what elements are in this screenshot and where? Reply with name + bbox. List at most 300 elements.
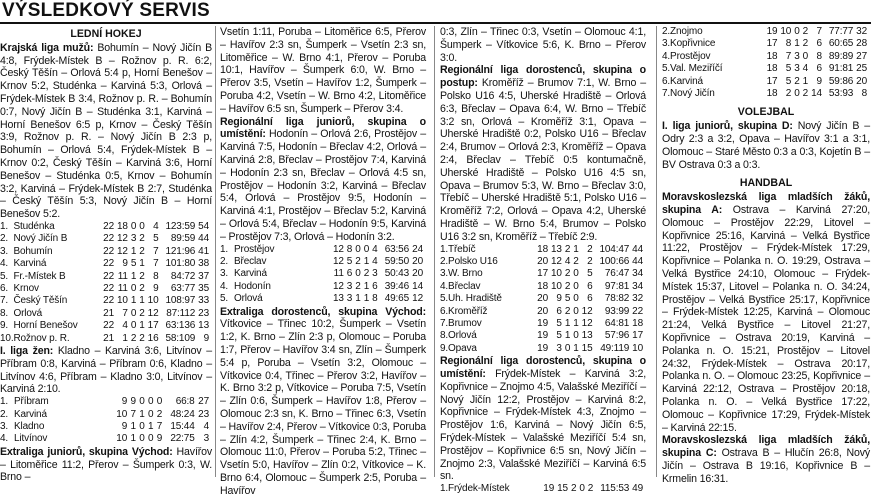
table-row xyxy=(440,343,646,355)
table-row xyxy=(0,433,212,445)
table-cell: 1 xyxy=(139,295,145,307)
table-cell: 3. xyxy=(662,38,671,50)
table-cell: 2 xyxy=(802,88,809,100)
table-cell: 2 xyxy=(139,245,145,257)
table-cell: 0 xyxy=(573,305,579,317)
table-cell: 0 xyxy=(130,307,137,319)
table-cell: 1. xyxy=(440,243,449,255)
team-name: Val. Meziříčí xyxy=(670,63,723,75)
table-cell: 22 xyxy=(103,245,114,257)
team-name: Brumov xyxy=(448,317,482,329)
standings-table xyxy=(0,221,212,345)
table-row xyxy=(440,330,646,342)
table-cell: 7. xyxy=(662,88,671,100)
table-cell: 1 xyxy=(573,317,579,329)
table-cell: 18 xyxy=(766,88,778,100)
table-cell: 5 xyxy=(587,268,593,280)
table-cell: 23 xyxy=(198,408,209,420)
table-cell: 4. xyxy=(662,50,671,62)
table-cell: 0 xyxy=(564,342,571,354)
table-cell: 1 xyxy=(130,433,136,445)
table-cell: 33 xyxy=(198,295,209,307)
table-row xyxy=(662,51,870,63)
page-header xyxy=(0,0,871,22)
table-cell: 4 xyxy=(153,220,159,232)
table-row xyxy=(0,409,212,421)
standings-table xyxy=(220,244,426,306)
table-cell: 12 xyxy=(550,255,562,267)
league-results: Ostrava B – Hlučín 26:8, Nový Jičín – Ostrava B 19:16, Kopřivnice B – Krmelin 16:31. xyxy=(662,447,870,485)
table-cell: 28 xyxy=(856,38,867,50)
table-row xyxy=(440,256,646,268)
table-cell: 18 xyxy=(116,220,128,232)
league-title: Regionální liga dorostenců, skupina o umístění: xyxy=(440,355,646,380)
table-cell: 34 xyxy=(632,268,643,280)
table-cell: 7 xyxy=(816,26,822,37)
table-cell: 3 xyxy=(794,50,800,62)
league-results: Nový Jičín B – Odry 2:3 a 3:2, Opava – Havířov 3:1 a 3:1, Olomouc – Staré Město 0:3 a 0:3, Kojetín B – BV Ostrava 0:3 a 0:3. xyxy=(662,120,870,171)
table-cell: 1 xyxy=(794,38,800,50)
team-name: Bohumín xyxy=(13,245,53,257)
table-cell: 2 xyxy=(570,483,577,495)
table-cell: 54 xyxy=(198,220,209,232)
team-name: Kopřivnice xyxy=(670,38,716,50)
table-cell: 0 xyxy=(573,330,579,342)
league-results: Bohumín – Nový Jičín B 4:8, Frýdek-Místek B – Rožnov p. R. 6:2, Český Těšín – Orlová 5:4 p, Horní Benešov – Krnov 5:2, Studénka – Karviná 5:3, Orlová – Frýdek-Místek B 3:4, Rožnov p. R. – Bohumín 0:7, Nový Jičín B – Studénka 3:1, Karviná – Horní Benešov 6:5 p, Krnov – Český Těšín 3:9, Rožnov p. R. – Nový Jičín B 2:3 p, Bohumín – Orlová 5:4, Frýdek-Místek B – Krnov 0:2, Český Těšín – Karviná 3:6, Horní Benešov – Studénka 0:5, Krnov – Bohumín 3:2, Karviná – Frýdek-Místek B 2:7, Studénka – Český Těšín 5:3, Nový Jičín B – Horní Benešov 5:2. xyxy=(0,41,213,221)
table-cell: 11 xyxy=(333,268,344,280)
table-cell: 15:44 xyxy=(170,421,195,433)
table-cell: 13 xyxy=(198,320,209,332)
league-title: Regionální liga juniorů, skupina o umístění: xyxy=(220,115,426,141)
team-name: Frýdek-Místek xyxy=(448,483,510,495)
table-cell: 63:136 xyxy=(165,320,196,332)
team-name: Karviná xyxy=(670,75,703,87)
table-cell: 0 xyxy=(130,220,137,232)
league-paragraph xyxy=(662,434,870,485)
table-cell: 18 xyxy=(766,63,778,75)
table-cell: 1 xyxy=(355,293,361,305)
team-name: Příbram xyxy=(14,396,49,408)
table-cell: 0 xyxy=(573,293,579,305)
table-cell: 12 xyxy=(581,305,593,317)
table-cell: 3 xyxy=(372,268,378,280)
team-name: Uh. Hradiště xyxy=(448,293,502,305)
table-cell: 12 xyxy=(581,317,593,329)
table-cell: 108:97 xyxy=(165,295,196,307)
table-cell: 5. xyxy=(440,293,449,305)
table-cell: 5. xyxy=(0,270,9,282)
table-cell: 17 xyxy=(766,75,778,87)
table-row xyxy=(440,483,646,495)
table-cell: 7. xyxy=(440,317,449,329)
table-cell: 7 xyxy=(156,421,163,433)
table-cell: 2 xyxy=(573,255,579,267)
table-cell: 5 xyxy=(556,317,562,329)
table-cell: 58:109 xyxy=(165,332,196,344)
column-divider xyxy=(215,26,216,477)
table-cell: 9 xyxy=(203,332,209,344)
team-name: Břeclav xyxy=(448,280,481,292)
table-cell: 0 xyxy=(363,243,370,255)
table-cell: 63:77 xyxy=(170,282,196,294)
table-row xyxy=(440,318,646,330)
table-cell: 1. xyxy=(440,483,449,495)
table-cell: 97:81 xyxy=(604,280,630,292)
table-cell: 121:96 xyxy=(165,245,196,257)
table-cell: 76:47 xyxy=(604,268,630,280)
table-cell: 2. xyxy=(0,408,9,420)
table-cell: 0 xyxy=(355,243,361,255)
table-cell: 59:86 xyxy=(828,75,854,87)
table-cell: 8. xyxy=(0,307,9,319)
table-cell: 22 xyxy=(103,282,114,294)
column-1 xyxy=(0,26,212,484)
table-cell: 5. xyxy=(220,293,229,305)
table-cell: 4. xyxy=(0,433,9,445)
table-cell: 2 xyxy=(564,305,571,317)
league-paragraph xyxy=(0,446,212,484)
table-row xyxy=(220,281,426,293)
team-name: Krnov xyxy=(13,282,39,294)
league-title: Extraliga juniorů, skupina Východ: xyxy=(0,445,173,458)
table-cell: 10 xyxy=(550,280,562,292)
table-cell: 5 xyxy=(346,255,353,267)
table-row xyxy=(0,258,212,270)
table-cell: 1 xyxy=(139,258,145,270)
table-cell: 17 xyxy=(766,38,778,50)
table-cell: 6. xyxy=(662,75,671,87)
table-cell: 32 xyxy=(632,293,643,305)
table-cell: 12 xyxy=(412,293,423,305)
section-heading-volleyball: VOLEJBAL xyxy=(737,106,795,119)
table-cell: 8 xyxy=(372,293,378,305)
table-cell: 2 xyxy=(564,280,571,292)
table-cell: 10 xyxy=(116,295,128,307)
section-heading-handball: HANDBAL xyxy=(739,177,793,190)
table-cell: 4 xyxy=(122,320,128,332)
table-cell: 10 xyxy=(780,26,792,37)
table-cell: 21 xyxy=(103,332,114,344)
table-cell: 2 xyxy=(564,243,571,255)
table-cell: 8 xyxy=(816,50,822,62)
table-cell: 0 xyxy=(139,433,145,445)
table-cell: 3 xyxy=(794,63,800,75)
table-cell: 0 xyxy=(147,408,154,420)
table-row xyxy=(0,283,212,295)
table-cell: 22 xyxy=(103,270,114,282)
table-cell: 20 xyxy=(537,305,548,317)
table-cell: 2 xyxy=(363,268,370,280)
table-cell: 50:43 xyxy=(384,268,410,280)
team-name: Břeclav xyxy=(234,255,267,267)
table-cell: 1. xyxy=(0,396,9,408)
table-cell: 0 xyxy=(139,396,145,408)
league-results: Havířov – Litoměřice 11:2, Přerov – Šumperk 0:3, W. Brno – xyxy=(0,445,213,484)
league-paragraph xyxy=(220,306,426,498)
table-cell: 60:65 xyxy=(828,38,854,50)
table-cell: 0 xyxy=(130,320,137,332)
table-cell: 17 xyxy=(537,268,548,280)
table-cell: 1 xyxy=(130,270,137,282)
table-cell: 17 xyxy=(632,330,643,342)
table-cell: 2. xyxy=(440,255,449,267)
table-cell: 9 xyxy=(153,282,159,294)
table-row xyxy=(440,293,646,305)
table-cell: 57:96 xyxy=(604,330,630,342)
team-name: Karviná xyxy=(13,258,47,270)
table-cell: 84:72 xyxy=(170,270,196,282)
table-cell: 32 xyxy=(856,26,867,37)
table-cell: 7 xyxy=(122,307,128,319)
table-cell: 10 xyxy=(116,433,128,445)
table-row xyxy=(662,63,870,75)
table-cell: 22 xyxy=(632,305,643,317)
table-cell: 0 xyxy=(573,280,579,292)
table-row xyxy=(0,295,212,307)
table-row xyxy=(0,271,212,283)
table-cell: 12 xyxy=(116,245,128,257)
table-row xyxy=(440,281,646,293)
team-name: Karviná xyxy=(14,408,47,420)
table-cell: 115:53 xyxy=(600,483,630,495)
table-row xyxy=(0,221,212,233)
table-cell: 4 xyxy=(372,243,378,255)
table-cell: 2 xyxy=(139,270,145,282)
table-cell: 0 xyxy=(147,433,154,445)
table-cell: 10 xyxy=(550,268,562,280)
table-cell: 6 xyxy=(587,280,593,292)
table-cell: 0 xyxy=(794,26,800,37)
table-cell: 2 xyxy=(355,280,361,292)
table-cell: 8. xyxy=(440,330,449,342)
table-cell: 0 xyxy=(573,268,579,280)
table-cell: 18 xyxy=(537,280,548,292)
table-cell: 8 xyxy=(785,38,792,50)
table-cell: 1 xyxy=(130,245,137,257)
team-name: Studénka xyxy=(13,220,55,232)
table-cell: 0 xyxy=(355,268,361,280)
team-name: Kladno xyxy=(14,421,45,433)
team-name: Nový Jičín B xyxy=(13,233,68,245)
table-cell: 0 xyxy=(794,88,800,100)
table-row xyxy=(440,268,646,280)
table-row xyxy=(440,306,646,318)
table-cell: 78:82 xyxy=(604,293,630,305)
league-results-continued: 0:3, Zlín – Třinec 0:3, Vsetín – Olomouc 4:1, Šumperk – Vítkovice 5:6, K. Brno – Přerov 3:0. xyxy=(440,26,646,64)
table-cell: 3. xyxy=(0,421,9,433)
league-paragraph xyxy=(440,64,646,243)
table-row xyxy=(662,26,870,38)
table-cell: 8 xyxy=(861,88,867,100)
table-cell: 12 xyxy=(332,243,344,255)
table-cell: 13 xyxy=(332,293,344,305)
column-2 xyxy=(220,26,426,498)
table-cell: 1 xyxy=(802,75,809,87)
table-cell: 48:24 xyxy=(170,408,195,420)
table-row xyxy=(0,320,212,332)
league-title: Moravskoslezská liga mladších žáků, skupina C: xyxy=(662,434,870,460)
league-results: Frýdek-Místek – Karviná 3:2, Kopřivnice – Znojmo 4:5, Valašské Meziříčí – Nový Jičín 12:2, Prostějov – Karviná 8:2, Kopřivnice – Frýdek-Místek 4:3, Znojmo – Prostějov 1:6, Karviná – Nový Jičín 6:5, Frýdek-Místek – Valašské Meziříčí 5:4 sn, Prostějov – Kopřivnice 6:5 sn, Nový Jičín – Znojmo 2:3, Valašské Meziříčí – Karviná 6:5 sn. xyxy=(440,368,646,483)
table-cell: 1 xyxy=(573,342,579,354)
column-divider xyxy=(656,26,657,477)
table-cell: 5 xyxy=(564,293,571,305)
table-cell: 9 xyxy=(121,396,128,408)
table-cell: 3 xyxy=(346,293,353,305)
league-results: Hodonín – Orlová 2:6, Prostějov – Karviná 7:5, Hodonín – Břeclav 4:2, Orlová – Karviná 2:8, Břeclav – Prostějov 7:4, Karviná – Hodonín 2:3 sn, Břeclav – Orlová 4:5 sn, Prostějov – Hodonín 3:2, Karviná – Břeclav 5:4, Orlová – Prostějov 9:5, Hodonín – Karviná 4:1, Prostějov – Břeclav 5:2, Karviná – Orlová 5:4, Břeclav – Hodonín 9:5, Karviná – Prostějov 7:3, Orlová – Hodonín 3:2. xyxy=(220,128,426,243)
team-name: Polsko U16 xyxy=(448,255,498,267)
table-cell: 18 xyxy=(537,243,548,255)
table-cell: 9 xyxy=(122,258,128,270)
table-cell: 18 xyxy=(632,317,643,329)
league-paragraph xyxy=(0,345,212,396)
table-cell: 2 xyxy=(794,75,800,87)
league-title: I. liga žen: xyxy=(0,345,54,358)
table-cell: 10. xyxy=(0,332,14,344)
table-cell: 5. xyxy=(662,63,671,75)
table-cell: 44 xyxy=(198,233,209,245)
standings-table-continued xyxy=(662,26,870,100)
table-row xyxy=(0,396,212,408)
table-cell: 10 xyxy=(632,342,643,354)
table-cell: 20 xyxy=(412,255,423,267)
table-cell: 2 xyxy=(587,255,593,267)
table-cell: 2 xyxy=(139,332,145,344)
standings-table xyxy=(440,483,646,495)
table-cell: 3 xyxy=(203,433,209,445)
table-cell: 0 xyxy=(139,220,145,232)
table-cell: 2 xyxy=(802,38,809,50)
table-cell: 2 xyxy=(139,307,145,319)
table-cell: 2 xyxy=(587,243,593,255)
league-title: Krajská liga mužů: xyxy=(0,41,94,54)
team-name: Orlová xyxy=(234,293,263,305)
table-cell: 7 xyxy=(153,258,159,270)
table-cell: 39:46 xyxy=(384,280,410,292)
table-cell: 1 xyxy=(564,317,571,329)
league-results: Vítkovice – Třinec 10:2, Šumperk – Vsetín 1:2, K. Brno – Zlín 2:3 p, Olomouc – Poruba 1:7, Přerov – Havířov 3:4 sn, Zlín – Šumperk 5:4 p, Poruba – Vsetín 3:2, Olomouc – Vítkovice 0:4, Třinec – Přerov 3:2, Havířov – K. Brno 3:2 p, Vítkovice – Poruba 7:5, Vsetín – Zlín 0:6, Šumperk – Havířov 1:8, Přerov – Olomouc 2:3 sn, K. Brno – Třinec 6:3, Vsetín – Havířov 2:4, Přerov – Vítkovice 0:3, Poruba – Zlín 4:2, Šumperk – Třinec 2:4, K. Brno – Olomouc 11:0, Přerov – Poruba 5:2, Třinec – Vsetín 5:0, Havířov – Zlín 0:2, Vítkovice – K. Brno 6:4, Olomouc – Šumperk 2:5, Poruba – Havířov xyxy=(220,318,426,497)
table-cell: 101:80 xyxy=(165,258,196,270)
table-cell: 6. xyxy=(0,282,9,294)
table-cell: 1 xyxy=(363,293,370,305)
table-cell: 91:81 xyxy=(828,63,854,75)
table-cell: 14 xyxy=(811,88,822,100)
column-4 xyxy=(662,26,870,486)
table-cell: 10 xyxy=(147,295,159,307)
table-cell: 11 xyxy=(117,282,128,294)
league-results: Ostrava – Karviná 27:20, Olomouc – Prostějov 22:29, Litovel – Kopřivnice 25:16, Karviná – Velká Bystřice 11:22, Prostějov – Frýdek-Místek 17:29, Kopřivnice – Polanka n. O. 19:29, Ostrava – Velká Bystřice 24:10, Olomouc – Frýdek-Místek 15:37, Litovel – Polanka n. O. 34:24, Prostějov – Velká Bystřice 25:17, Kopřivnice – Frýdek-Místek 12:25, Karviná – Olomouc 21:24, Velká Bystřice – Litovel 21:27, Kopřivnice – Ostrava 20:19, Karviná – Polanka n. O. 15:21, Prostějov – Litovel 24:32, Frýdek-Místek – Ostrava 20:17, Polanka n. O. – Olomouc 23:25, Kopřivnice – Karviná 22:12, Ostrava – Prostějov 20:18, Polanka n. O. – Velká Bystřice 17:22, Olomouc – Kopřivnice 17:29, Frýdek-Místek – Karviná 22:15. xyxy=(662,204,870,434)
table-cell: 2 xyxy=(785,88,792,100)
league-title: I. liga juniorů, skupina D: xyxy=(662,120,793,133)
table-cell: 2 xyxy=(130,332,137,344)
table-cell: 15 xyxy=(581,342,593,354)
table-cell: 0 xyxy=(802,50,809,62)
league-paragraph xyxy=(0,42,212,221)
table-cell: 8 xyxy=(346,243,353,255)
table-cell: 1 xyxy=(139,320,145,332)
table-cell: 2. xyxy=(662,26,671,37)
team-name: Prostějov xyxy=(234,243,275,255)
table-cell: 20 xyxy=(412,268,423,280)
table-cell: 9 xyxy=(130,396,136,408)
table-cell: 64:81 xyxy=(604,317,630,329)
table-cell: 4 xyxy=(203,421,209,433)
table-cell: 9. xyxy=(440,342,449,354)
table-cell: 59:50 xyxy=(384,255,410,267)
table-cell: 38 xyxy=(198,258,209,270)
table-cell: 104:47 xyxy=(599,243,630,255)
table-cell: 12 xyxy=(332,280,344,292)
table-cell: 1 xyxy=(122,332,128,344)
table-cell: 2 xyxy=(355,255,361,267)
table-cell: 0 xyxy=(139,421,145,433)
table-cell: 100:66 xyxy=(599,255,630,267)
table-cell: 77:77 xyxy=(828,26,854,37)
league-title: Moravskoslezská liga mladších žáků, skupina A: xyxy=(662,191,870,217)
table-cell: 5 xyxy=(153,233,159,245)
team-name: Nový Jičín xyxy=(670,88,715,100)
table-cell: 19 xyxy=(537,330,548,342)
table-cell: 15 xyxy=(557,483,568,495)
table-cell: 1 xyxy=(363,280,370,292)
table-cell: 87:112 xyxy=(166,307,196,319)
table-cell: 12 xyxy=(332,255,344,267)
table-cell: 1 xyxy=(139,408,145,420)
table-cell: 2 xyxy=(139,233,145,245)
table-cell: 22 xyxy=(103,258,114,270)
team-name: W. Brno xyxy=(448,268,483,280)
table-cell: 23 xyxy=(198,307,209,319)
table-row xyxy=(0,421,212,433)
table-cell: 66:8 xyxy=(175,396,195,408)
table-cell: 2 xyxy=(587,483,594,495)
table-cell: 9 xyxy=(556,293,562,305)
table-cell: 17 xyxy=(147,320,159,332)
table-cell: 0 xyxy=(130,282,137,294)
team-name: Orlová xyxy=(448,330,477,342)
table-row xyxy=(220,256,426,268)
table-cell: 89:89 xyxy=(828,50,854,62)
table-cell: 13 xyxy=(550,243,562,255)
table-cell: 0 xyxy=(147,396,154,408)
table-cell: 19 xyxy=(537,317,548,329)
table-cell: 3 xyxy=(346,280,353,292)
table-cell: 22 xyxy=(103,220,114,232)
table-cell: 1 xyxy=(363,255,370,267)
table-row xyxy=(662,88,870,100)
team-name: Opava xyxy=(448,342,477,354)
table-cell: 27 xyxy=(198,396,209,408)
table-cell: 5 xyxy=(130,258,137,270)
table-cell: 16 xyxy=(147,332,159,344)
table-cell: 3. xyxy=(440,268,449,280)
table-row xyxy=(0,308,212,320)
table-cell: 13 xyxy=(581,330,593,342)
table-cell: 53:93 xyxy=(828,88,854,100)
table-cell: 49:119 xyxy=(600,342,630,354)
table-cell: 2 xyxy=(156,408,163,420)
table-cell: 14 xyxy=(412,280,423,292)
table-row xyxy=(0,233,212,245)
table-cell: 19 xyxy=(766,26,778,37)
table-cell: 2 xyxy=(564,268,571,280)
table-cell: 35 xyxy=(198,282,209,294)
table-cell: 5 xyxy=(785,63,792,75)
table-cell: 21 xyxy=(103,307,114,319)
table-cell: 19 xyxy=(543,483,555,495)
table-cell: 7 xyxy=(785,50,792,62)
table-cell: 2. xyxy=(220,255,229,267)
table-cell: 7 xyxy=(153,245,159,257)
